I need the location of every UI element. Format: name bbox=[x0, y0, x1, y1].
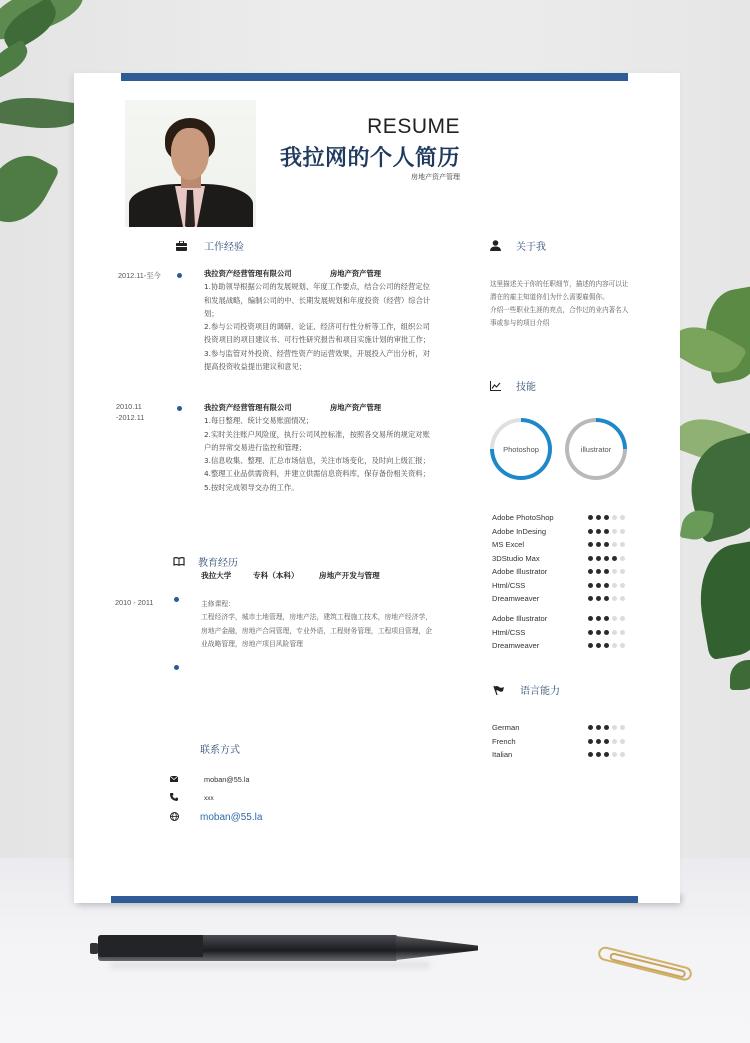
rating-dot bbox=[596, 542, 601, 547]
language-rating bbox=[588, 725, 625, 730]
work-entry bbox=[204, 267, 436, 373]
skill-row bbox=[492, 639, 632, 652]
skill-row bbox=[492, 565, 632, 578]
job-subtitle: 房地产资产管理 bbox=[411, 173, 460, 181]
company-name: 我拉资产经营管理有限公司 bbox=[204, 269, 292, 278]
school-name: 我拉大学 bbox=[201, 571, 232, 580]
rating-dot bbox=[620, 569, 625, 574]
skill-rating bbox=[588, 569, 625, 574]
ring-label: Photoshop bbox=[494, 422, 548, 476]
timeline-dot bbox=[174, 665, 179, 670]
language-rating bbox=[588, 739, 625, 744]
rating-dot bbox=[612, 529, 617, 534]
about-text bbox=[490, 278, 632, 330]
skill-name: Adobe PhotoShop bbox=[492, 513, 554, 523]
rating-dot bbox=[620, 556, 625, 561]
phone-value: xxx bbox=[204, 794, 214, 802]
rating-dot bbox=[604, 596, 609, 601]
skill-rating bbox=[588, 596, 625, 601]
skill-name: Adobe Illustrator bbox=[492, 614, 548, 624]
rating-dot bbox=[620, 616, 625, 621]
skill-rating bbox=[588, 643, 625, 648]
rating-dot bbox=[620, 752, 625, 757]
rating-dot bbox=[612, 556, 617, 561]
rating-dot bbox=[620, 630, 625, 635]
flag-icon bbox=[492, 683, 506, 697]
rating-dot bbox=[596, 643, 601, 648]
skill-rating bbox=[588, 616, 625, 621]
rating-dot bbox=[620, 725, 625, 730]
rating-dot bbox=[612, 583, 617, 588]
skill-row bbox=[492, 525, 632, 538]
rating-dot bbox=[620, 643, 625, 648]
skill-row bbox=[492, 579, 632, 592]
section-title: 关于我 bbox=[516, 242, 546, 253]
rating-dot bbox=[612, 596, 617, 601]
section-title: 工作经验 bbox=[204, 242, 244, 253]
rating-dot bbox=[596, 725, 601, 730]
ring-label: illustrator bbox=[569, 422, 623, 476]
skill-name: Adobe InDesing bbox=[492, 526, 547, 536]
rating-dot bbox=[612, 542, 617, 547]
rating-dot bbox=[612, 752, 617, 757]
resume-page bbox=[74, 73, 680, 903]
rating-dot bbox=[588, 725, 593, 730]
user-icon bbox=[488, 239, 502, 253]
timeline-dot bbox=[177, 406, 182, 411]
rating-dot bbox=[604, 583, 609, 588]
work-entry-header bbox=[204, 401, 436, 414]
resume-label: RESUME bbox=[367, 115, 460, 138]
rating-dot bbox=[596, 739, 601, 744]
rating-dot bbox=[604, 643, 609, 648]
contact-phone bbox=[170, 793, 214, 803]
courses-label: 主修课程： bbox=[201, 600, 235, 608]
rating-dot bbox=[596, 752, 601, 757]
rating-dot bbox=[604, 739, 609, 744]
date-start: 2010.11 bbox=[116, 402, 142, 411]
rating-dot bbox=[604, 630, 609, 635]
rating-dot bbox=[588, 643, 593, 648]
rating-dot bbox=[612, 725, 617, 730]
rating-dot bbox=[612, 515, 617, 520]
work-entry-header bbox=[204, 267, 436, 280]
duty-line: 2.实时关注账户风险度，执行公司风控标准，按照各交易所的规定对账户的异常交易进行监控和管理； bbox=[204, 429, 430, 452]
timeline-dot bbox=[177, 273, 182, 278]
rating-dot bbox=[596, 616, 601, 621]
language-rating bbox=[588, 752, 625, 757]
section-work-heading bbox=[174, 238, 244, 253]
book-icon bbox=[172, 555, 186, 569]
rating-dot bbox=[596, 630, 601, 635]
company-name: 我拉资产经营管理有限公司 bbox=[204, 403, 292, 412]
rating-dot bbox=[604, 542, 609, 547]
language-row bbox=[492, 735, 632, 748]
skill-row bbox=[492, 592, 632, 605]
rating-dot bbox=[612, 739, 617, 744]
section-contact-heading bbox=[200, 741, 240, 756]
education-date: 2010 - 2011 bbox=[115, 598, 154, 607]
rating-dot bbox=[620, 583, 625, 588]
rating-dot bbox=[596, 515, 601, 520]
rating-dot bbox=[588, 583, 593, 588]
skill-ring-illustrator bbox=[565, 418, 627, 480]
rating-dot bbox=[604, 556, 609, 561]
rating-dot bbox=[588, 596, 593, 601]
section-about-heading bbox=[488, 238, 546, 253]
rating-dot bbox=[588, 752, 593, 757]
duty-line: 2.参与公司投资项目的调研、论证、经济可行性分析等工作，组织公司投资项目的项目建议书、可行性研究报告和项目实施计划的审批工作； bbox=[204, 322, 431, 345]
work-date: 2012.11-至今 bbox=[118, 271, 161, 280]
language-name: German bbox=[492, 723, 520, 733]
skill-rating bbox=[588, 529, 625, 534]
rating-dot bbox=[588, 630, 593, 635]
rating-dot bbox=[588, 616, 593, 621]
skill-name: Dreamweaver bbox=[492, 641, 540, 651]
rating-dot bbox=[588, 529, 593, 534]
language-name: Italian bbox=[492, 750, 513, 760]
duty-line: 1.每日整理、统计交易账面情况； bbox=[204, 416, 314, 426]
contact-website[interactable] bbox=[170, 812, 262, 823]
rating-dot bbox=[604, 515, 609, 520]
skill-name: Html/CSS bbox=[492, 627, 526, 637]
section-title: 技能 bbox=[516, 382, 536, 393]
language-row bbox=[492, 748, 632, 761]
position-title: 房地产资产管理 bbox=[330, 403, 382, 412]
duty-line: 5.按时完成领导交办的工作。 bbox=[204, 482, 299, 492]
duty-line: 3.信息收集、整理、汇总市场信息，关注市场变化，及时向上级汇报； bbox=[204, 456, 430, 466]
section-title: 教育经历 bbox=[198, 558, 238, 569]
section-title: 语言能力 bbox=[520, 686, 560, 697]
skill-rating bbox=[588, 515, 625, 520]
line-chart-icon bbox=[488, 379, 502, 393]
timeline-dot bbox=[174, 597, 179, 602]
briefcase-icon bbox=[174, 239, 188, 253]
skill-name: Html/CSS bbox=[492, 580, 526, 590]
rating-dot bbox=[604, 725, 609, 730]
skill-name: Dreamweaver bbox=[492, 594, 540, 604]
section-skills-heading bbox=[488, 378, 536, 393]
rating-dot bbox=[596, 583, 601, 588]
email-value: moban@55.la bbox=[204, 775, 250, 784]
rating-dot bbox=[604, 569, 609, 574]
envelope-icon bbox=[170, 775, 182, 784]
skill-name: 3DStudio Max bbox=[492, 553, 540, 563]
globe-icon bbox=[170, 812, 182, 823]
section-languages-heading bbox=[492, 682, 560, 697]
major: 房地产开发与管理 bbox=[319, 571, 380, 580]
skill-rating bbox=[588, 542, 625, 547]
language-name: French bbox=[492, 736, 516, 746]
skill-rating bbox=[588, 583, 625, 588]
phone-icon bbox=[170, 793, 182, 803]
contact-email bbox=[170, 775, 250, 784]
degree: 专科（本科） bbox=[253, 571, 299, 580]
rating-dot bbox=[588, 739, 593, 744]
skill-row bbox=[492, 538, 632, 551]
skill-ring-photoshop bbox=[490, 418, 552, 480]
skill-row bbox=[492, 511, 632, 524]
duty-line: 1.协助领导根据公司的发展规划、年度工作要点，结合公司的经营定位和发展战略，编制公司的中、长期发展规划和年度投资（经营）综合计划； bbox=[204, 282, 431, 318]
rating-dot bbox=[596, 556, 601, 561]
date-end: -2012.11 bbox=[116, 413, 145, 422]
duty-line: 4.整理工业品供需资料，并建立供需信息资料库，保存备份相关资料； bbox=[204, 469, 430, 479]
rating-dot bbox=[588, 556, 593, 561]
rating-dot bbox=[620, 739, 625, 744]
about-paragraph: 这里描述关于你的任职细节，描述的内容可以让潜在的雇主知道你们为什么需要雇佣你。 bbox=[490, 280, 629, 301]
work-date bbox=[116, 401, 144, 423]
language-row bbox=[492, 721, 632, 734]
skill-name: MS Excel bbox=[492, 540, 525, 550]
courses-text: 工程经济学，城市土地管理，房地产法，建筑工程施工技术，房地产经济学，房地产金融，房地产合同管理，专业外语，工程财务管理，工程项目管理，企业战略管理，房地产项目风险管理 bbox=[201, 613, 433, 648]
top-accent-bar bbox=[121, 73, 628, 81]
position-title: 房地产资产管理 bbox=[330, 269, 382, 278]
rating-dot bbox=[612, 616, 617, 621]
profile-photo bbox=[125, 100, 256, 227]
about-paragraph: 介绍一些职业生涯的亮点，合作过的业内著名人事或参与的项目介绍 bbox=[490, 306, 629, 327]
rating-dot bbox=[604, 752, 609, 757]
education-courses bbox=[201, 598, 435, 651]
rating-dot bbox=[620, 529, 625, 534]
rating-dot bbox=[620, 515, 625, 520]
skill-rating bbox=[588, 556, 625, 561]
rating-dot bbox=[620, 542, 625, 547]
rating-dot bbox=[604, 616, 609, 621]
skill-row bbox=[492, 612, 632, 625]
rating-dot bbox=[588, 515, 593, 520]
rating-dot bbox=[588, 542, 593, 547]
skill-row bbox=[492, 626, 632, 639]
rating-dot bbox=[612, 630, 617, 635]
rating-dot bbox=[596, 569, 601, 574]
rating-dot bbox=[612, 643, 617, 648]
page-title: 我拉网的个人简历 bbox=[279, 146, 460, 171]
rating-dot bbox=[588, 569, 593, 574]
rating-dot bbox=[596, 596, 601, 601]
bottom-accent-bar bbox=[111, 896, 638, 903]
rating-dot bbox=[596, 529, 601, 534]
duty-line: 3.参与监管对外投资、经营性资产的运营效果，开展投入产出分析，对提高投资收益提出建议和意见； bbox=[204, 348, 430, 372]
skill-row bbox=[492, 552, 632, 565]
work-entry bbox=[204, 401, 436, 494]
skill-rating bbox=[588, 630, 625, 635]
website-link[interactable]: moban@55.la bbox=[200, 812, 263, 823]
skill-name: Adobe Illustrator bbox=[492, 567, 548, 577]
rating-dot bbox=[612, 569, 617, 574]
education-header bbox=[201, 570, 380, 581]
pen bbox=[90, 932, 480, 964]
rating-dot bbox=[620, 596, 625, 601]
rating-dot bbox=[604, 529, 609, 534]
section-education-heading bbox=[172, 554, 238, 569]
section-title: 联系方式 bbox=[200, 745, 240, 756]
